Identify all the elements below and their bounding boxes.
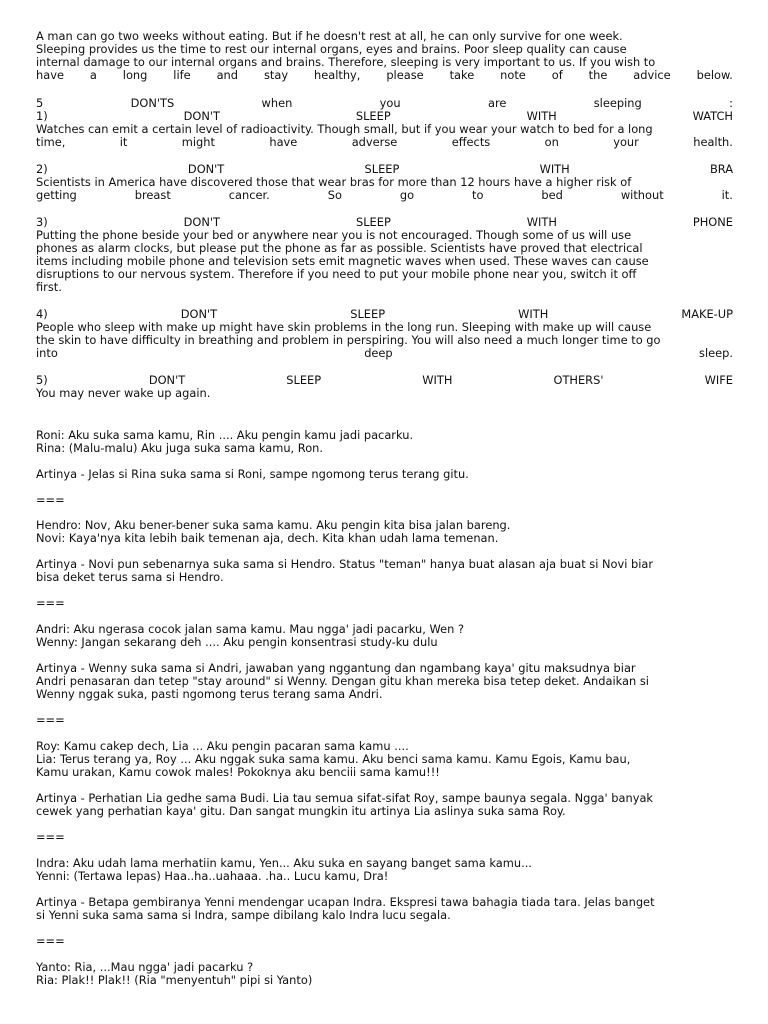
word: healthy, — [313, 68, 361, 82]
word: life — [173, 68, 191, 82]
separator: === — [36, 713, 65, 727]
word: DON'TS — [130, 96, 175, 110]
word: : — [729, 96, 733, 110]
item-body-line: Scientists in America have discovered those that wear bras for more than 12 hours have a higher risk of — [36, 175, 632, 189]
word: WITH — [422, 373, 453, 387]
word: SLEEP — [364, 162, 400, 176]
word: and — [216, 68, 239, 82]
word: on — [544, 135, 559, 149]
word: BRA — [709, 162, 733, 176]
dialogue-line: Yanto: Ria, ...Mau ngga' jadi pacarku ? — [36, 960, 254, 974]
item-body-line-justified — [36, 136, 733, 149]
item-body-line: first. — [36, 280, 62, 294]
word: you — [379, 96, 401, 110]
item-body-line: Putting the phone beside your bed or anywhere near you is not encouraged. Though some of us will use — [36, 228, 632, 242]
separator: === — [36, 596, 65, 610]
word: when — [261, 96, 293, 110]
word: cancer. — [228, 188, 270, 202]
meaning-line: Andri penasaran dan tetep "stay around" si Wenny. Dengan gitu khan mereka bisa tetep deket. Andaikan si — [36, 674, 649, 688]
word: stay — [263, 68, 289, 82]
meaning-line: si Yenni suka sama sama si Indra, sampe dibilang kalo Indra lucu segala. — [36, 908, 451, 922]
word: time, — [36, 135, 66, 149]
dialogue-line: Kamu urakan, Kamu cowok males! Pokoknya aku benciii sama kamu!!! — [36, 765, 440, 779]
word: bed — [541, 188, 563, 202]
item-body-line-justified — [36, 189, 733, 202]
meaning-line: Artinya - Novi pun sebenarnya suka sama si Hendro. Status "teman" hanya buat alasan aja buat si Novi biar — [36, 557, 654, 571]
dialogue-line: Novi: Kaya'nya kita lebih baik temenan aja, dech. Kita khan udah lama temenan. — [36, 531, 499, 545]
separator: === — [36, 493, 65, 507]
word: to — [472, 188, 484, 202]
word: WATCH — [692, 109, 733, 123]
word: DON'T — [180, 307, 218, 321]
dialogue-line: Ria: Plak!! Plak!! (Ria "menyentuh" pipi si Yanto) — [36, 973, 313, 987]
item-body-line: items including mobile phone and television sets emit magnetic waves when used. These waves can cause — [36, 254, 649, 268]
word: WITH — [526, 215, 557, 229]
dialogue-line: Andri: Aku ngerasa cocok jalan sama kamu. Mau ngga' jadi pacarku, Wen ? — [36, 622, 464, 636]
word: please — [386, 68, 424, 82]
item-body-line-justified — [36, 347, 733, 360]
word: 3) — [36, 215, 48, 229]
word: So — [327, 188, 342, 202]
word: 1) — [36, 109, 48, 123]
item-body-line: Watches can emit a certain level of radioactivity. Though small, but if you wear your watch to bed for a long — [36, 122, 653, 136]
word: SLEEP — [355, 109, 391, 123]
word: have — [269, 135, 298, 149]
word: SLEEP — [286, 373, 322, 387]
word: your — [613, 135, 639, 149]
intro-line: Sleeping provides us the time to rest our internal organs, eyes and brains. Poor sleep quality can cause — [36, 42, 627, 56]
dialogue-line: Lia: Terus terang ya, Roy ... Aku nggak suka sama kamu. Aku benci sama kamu. Kamu Egois, Kamu bau, — [36, 752, 631, 766]
dialogue-line: Roy: Kamu cakep dech, Lia ... Aku pengin pacaran sama kamu .... — [36, 739, 409, 753]
word: below. — [696, 68, 733, 82]
word: MAKE-UP — [681, 307, 733, 321]
word: effects — [451, 135, 491, 149]
word: DON'T — [183, 215, 221, 229]
word: into — [36, 346, 58, 360]
dialogue-line: Roni: Aku suka sama kamu, Rin .... Aku pengin kamu jadi pacarku. — [36, 428, 414, 442]
intro-line: A man can go two weeks without eating. But if he doesn't rest at all, he can only survive for one week. — [36, 29, 623, 43]
meaning-line: cewek yang perhatian kaya' gitu. Dan sangat mungkin itu artinya Lia aslinya suka sama Roy. — [36, 804, 566, 818]
dialogue-line: Rina: (Malu-malu) Aku juga suka sama kamu, Ron. — [36, 441, 324, 455]
word: take — [449, 68, 475, 82]
word: without — [620, 188, 664, 202]
meaning-line: Artinya - Jelas si Rina suka sama si Roni, sampe ngomong terus terang gitu. — [36, 467, 469, 481]
meaning-line: Artinya - Wenny suka sama si Andri, jawaban yang nggantung dan ngambang kaya' gitu maksudnya biar — [36, 661, 636, 675]
word: getting — [36, 188, 77, 202]
word: have — [36, 68, 64, 82]
word: OTHERS' — [553, 373, 604, 387]
word: health. — [693, 135, 733, 149]
dialogue-line: Indra: Aku udah lama merhatiin kamu, Yen... Aku suka en sayang banget sama kamu... — [36, 856, 532, 870]
word: 5 — [36, 96, 44, 110]
word: a — [89, 68, 97, 82]
item-body-line: People who sleep with make up might have skin problems in the long run. Sleeping with make up will cause — [36, 320, 652, 334]
word: WIFE — [704, 373, 733, 387]
word: sleeping — [593, 96, 642, 110]
word: DON'T — [187, 162, 225, 176]
word: WITH — [526, 109, 557, 123]
word: PHONE — [692, 215, 733, 229]
item-body-line: You may never wake up again. — [36, 386, 211, 400]
item-body-line: disruptions to our nervous system. Therefore if you need to put your mobile phone near you, switch it off — [36, 267, 637, 281]
intro-line-justified — [36, 69, 733, 82]
word: might — [181, 135, 215, 149]
word: it — [119, 135, 128, 149]
word: advice — [633, 68, 671, 82]
word: SLEEP — [355, 215, 391, 229]
word: sleep. — [699, 346, 733, 360]
word: DON'T — [183, 109, 220, 123]
dialogue-line: Hendro: Nov, Aku bener-bener suka sama kamu. Aku pengin kita bisa jalan bareng. — [36, 518, 511, 532]
intro-line: internal damage to our internal organs and brains. Therefore, sleeping is very important to us. If you wish to — [36, 55, 656, 69]
word: are — [487, 96, 507, 110]
word: the — [588, 68, 608, 82]
word: 4) — [36, 307, 48, 321]
word: note — [500, 68, 526, 82]
word: of — [551, 68, 563, 82]
item-body-line: phones as alarm clocks, but please put the phone as far as possible. Scientists have proved that electrical — [36, 241, 643, 255]
word: SLEEP — [350, 307, 386, 321]
separator: === — [36, 830, 65, 844]
word: 5) — [36, 373, 48, 387]
word: adverse — [351, 135, 398, 149]
meaning-line: Artinya - Betapa gembiranya Yenni mendengar ucapan Indra. Ekspresi tawa bahagia tiada tara. Jelas banget — [36, 895, 655, 909]
meaning-line: Artinya - Perhatian Lia gedhe sama Budi. Lia tau semua sifat-sifat Roy, sampe baunya segala. Ngga' banyak — [36, 791, 654, 805]
meaning-line: bisa deket terus sama si Hendro. — [36, 570, 224, 584]
item-body-line: the skin to have difficulty in breathing and problem in perspiring. You will also need a much longer time to go — [36, 333, 661, 347]
word: go — [399, 188, 415, 202]
dialogue-line: Wenny: Jangan sekarang deh .... Aku pengin konsentrasi study-ku dulu — [36, 635, 438, 649]
word: it. — [721, 188, 733, 202]
word: DON'T — [148, 373, 186, 387]
word: WITH — [539, 162, 570, 176]
word: breast — [134, 188, 171, 202]
word: deep — [364, 346, 393, 360]
word: WITH — [518, 307, 549, 321]
dialogue-line: Yenni: (Tertawa lepas) Haa..ha..uahaaa. .ha.. Lucu kamu, Dra! — [36, 869, 389, 883]
meaning-line: Wenny nggak suka, pasti ngomong terus terang sama Andri. — [36, 687, 383, 701]
word: long — [122, 68, 148, 82]
word: 2) — [36, 162, 48, 176]
separator: === — [36, 934, 65, 948]
